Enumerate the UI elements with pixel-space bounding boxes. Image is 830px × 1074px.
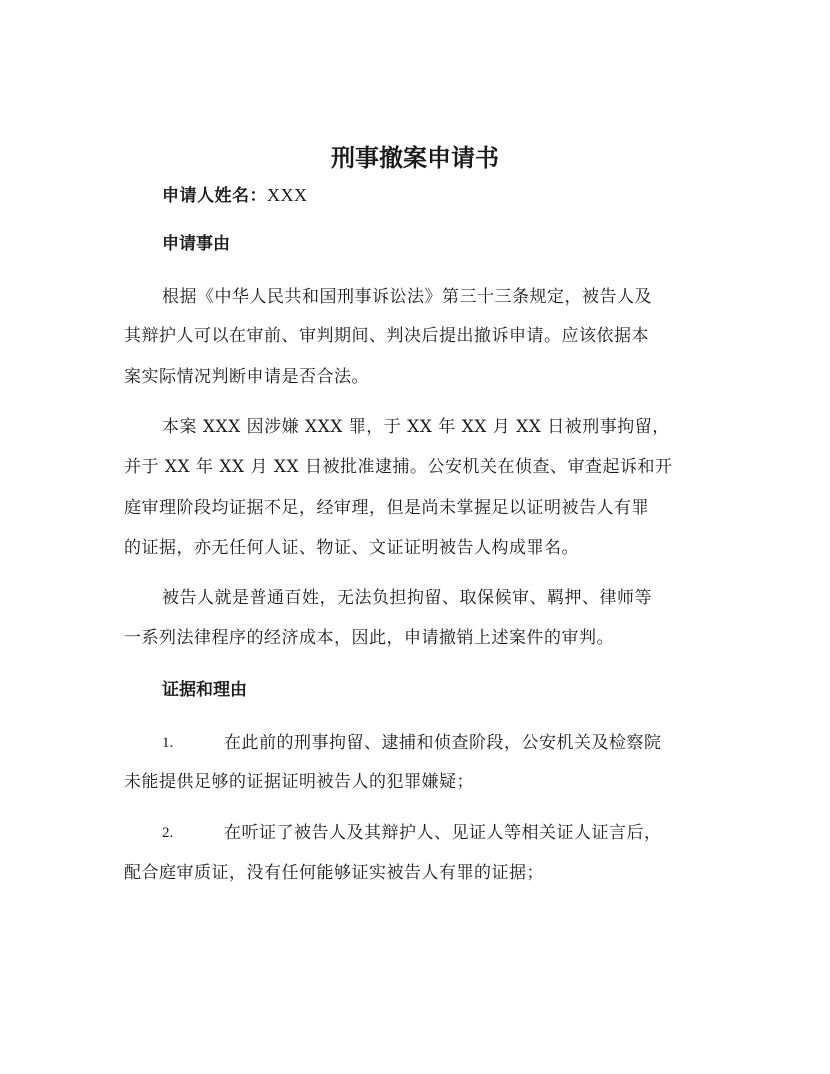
- list-item-1-line-2: 未能提供足够的证据证明被告人的犯罪嫌疑；: [124, 772, 474, 792]
- applicant-line: [162, 184, 308, 207]
- section-heading-evidence: 证据和理由: [162, 680, 247, 700]
- page-title: 刑事撤案申请书: [331, 144, 499, 172]
- list-item-2-line-1: 在听证了被告人及其辩护人、见证人等相关证人证言后，: [224, 823, 662, 843]
- paragraph-2-line-1: 本案 XXX 因涉嫌 XXX 罪，于 XX 年 XX 月 XX 日被刑事拘留，: [162, 417, 670, 437]
- applicant-name: XXX: [267, 185, 308, 205]
- paragraph-2-line-3: 庭审理阶段均证据不足，经审理，但是尚未掌握足以证明被告人有罪: [124, 498, 649, 518]
- paragraph-3-line-1: 被告人就是普通百姓，无法负担拘留、取保候审、羁押、律师等: [162, 588, 652, 608]
- paragraph-1-line-2: 其辩护人可以在审前、审判期间、判决后提出撤诉申请。应该依据本: [124, 326, 649, 346]
- list-item-2-line-2: 配合庭审质证，没有任何能够证实被告人有罪的证据；: [124, 863, 544, 883]
- paragraph-1-line-1: 根据《中华人民共和国刑事诉讼法》第三十三条规定，被告人及: [162, 287, 652, 307]
- list-item-2-number: 2.: [162, 825, 174, 841]
- paragraph-1-line-3: 案实际情况判断申请是否合法。: [124, 367, 369, 387]
- list-item-1-line-1: 在此前的刑事拘留、逮捕和侦查阶段，公安机关及检察院: [224, 733, 662, 753]
- paragraph-3-line-2: 一系列法律程序的经济成本，因此，申请撤销上述案件的审判。: [124, 628, 614, 648]
- paragraph-2-line-2: 并于 XX 年 XX 月 XX 日被批准逮捕。公安机关在侦查、审查起诉和开: [124, 457, 673, 477]
- list-item-1-number: 1.: [162, 735, 174, 751]
- applicant-label: 申请人姓名：: [162, 186, 267, 206]
- paragraph-2-line-4: 的证据，亦无任何人证、物证、文证证明被告人构成罪名。: [124, 538, 579, 558]
- section-heading-reason: 申请事由: [162, 234, 230, 254]
